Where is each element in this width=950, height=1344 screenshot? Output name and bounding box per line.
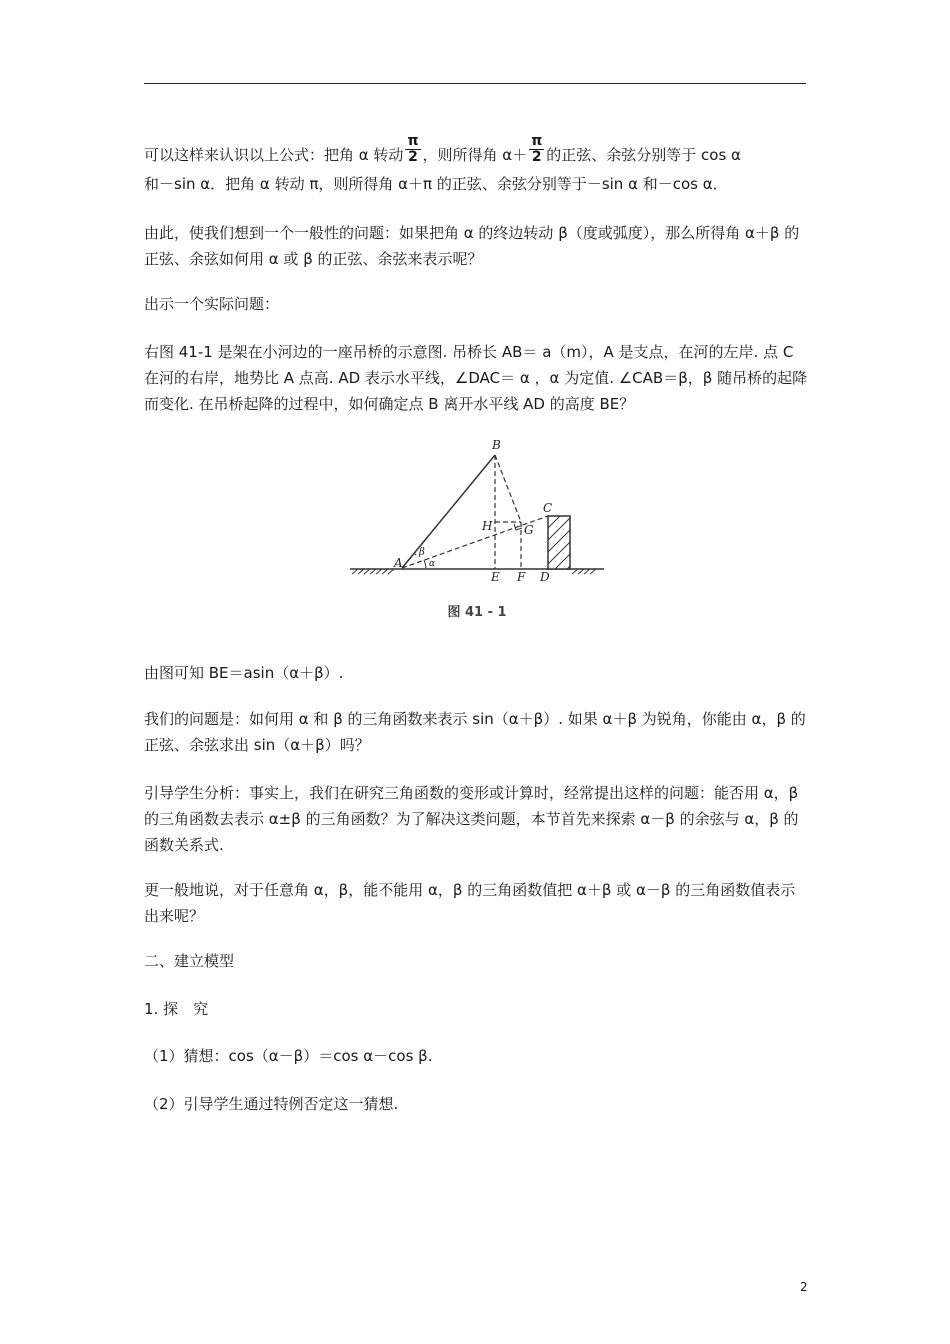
label-point-h: H bbox=[482, 519, 493, 533]
label-angle-beta: β bbox=[419, 547, 425, 558]
subsection-heading-explore: 1. 探 究 bbox=[144, 1000, 209, 1018]
figure-caption: 图 41 - 1 bbox=[447, 605, 507, 620]
paragraph-general-angles: 更一般地说，对于任意角 α，β，能不能用 α，β 的三角函数值把 α＋β 或 α－β 的三角函数值表示出来呢？ bbox=[144, 881, 796, 925]
page-number: 2 bbox=[800, 1280, 808, 1294]
text-fragment: ，则所得角 α＋ bbox=[422, 146, 528, 164]
paragraph-drawbridge-problem: 右图 41-1 是架在小河边的一座吊桥的示意图. 吊桥长 AB＝ a（m），A 是支点，在河的左岸. 点 C 在河的右岸，地势比 A 点高. AD 表示水平线，∠DAC＝ α ，α 为定值. ∠CAB＝β，β 随吊桥的起降而变化. 在吊桥起降的过程中，如何确定点 B 离开水平线 AD 的高度 BE？ bbox=[144, 343, 808, 413]
figure-41-1-drawbridge bbox=[346, 436, 608, 626]
label-point-g: G bbox=[524, 523, 534, 537]
section-heading-build-model: 二、建立模型 bbox=[144, 952, 235, 970]
label-point-e: E bbox=[491, 570, 500, 584]
text-fragment: 可以这样来认识以上公式：把角 α 转动 bbox=[144, 146, 404, 164]
paragraph-rotation-intro bbox=[144, 133, 808, 197]
paragraph-be-formula: 由图可知 BE＝asin（α＋β）. bbox=[144, 664, 344, 682]
list-item-counterexample: （2）引导学生通过特例否定这一猜想. bbox=[144, 1095, 399, 1113]
fraction-denominator: 2 bbox=[531, 149, 542, 165]
label-point-d: D bbox=[540, 570, 550, 584]
paragraph-our-question: 我们的问题是：如何用 α 和 β 的三角函数来表示 sin（α＋β）. 如果 α＋β 为锐角，你能由 α，β 的正弦、余弦求出 sin（α＋β）吗？ bbox=[144, 710, 806, 754]
paragraph-practical-problem-title: 出示一个实际问题： bbox=[144, 295, 280, 313]
label-point-a: A bbox=[394, 556, 403, 570]
label-point-f: F bbox=[517, 570, 526, 584]
text-fragment: 和－sin α．把角 α 转动 π，则所得角 α＋π 的正弦、余弦分别等于－sin α 和－cos α． bbox=[144, 175, 728, 193]
paragraph-guided-analysis: 引导学生分析：事实上，我们在研究三角函数的变形或计算时，经常提出这样的问题：能否用 α，β 的三角函数去表示 α±β 的三角函数？为了解决这类问题，本节首先来探索 α－β 的余弦与 α，β 的函数关系式. bbox=[144, 784, 799, 854]
list-item-conjecture: （1）猜想：cos（α－β）＝cos α－cos β. bbox=[144, 1047, 433, 1065]
fraction-pi-over-2 bbox=[529, 134, 544, 165]
label-angle-alpha: α bbox=[429, 559, 436, 569]
fraction-numerator: π bbox=[407, 133, 419, 149]
fraction-pi-over-2 bbox=[405, 134, 420, 165]
fraction-denominator: 2 bbox=[408, 149, 418, 165]
label-point-c: C bbox=[543, 501, 553, 515]
text-fragment: 的正弦、余弦分别等于 cos α bbox=[546, 146, 741, 164]
header-rule bbox=[144, 83, 806, 84]
fraction-numerator: π bbox=[531, 133, 543, 149]
label-point-b: B bbox=[492, 438, 501, 452]
paragraph-general-question: 由此，使我们想到一个一般性的问题：如果把角 α 的终边转动 β（度或弧度），那么所得角 α＋β 的正弦、余弦如何用 α 或 β 的正弦、余弦来表示呢？ bbox=[144, 224, 800, 268]
